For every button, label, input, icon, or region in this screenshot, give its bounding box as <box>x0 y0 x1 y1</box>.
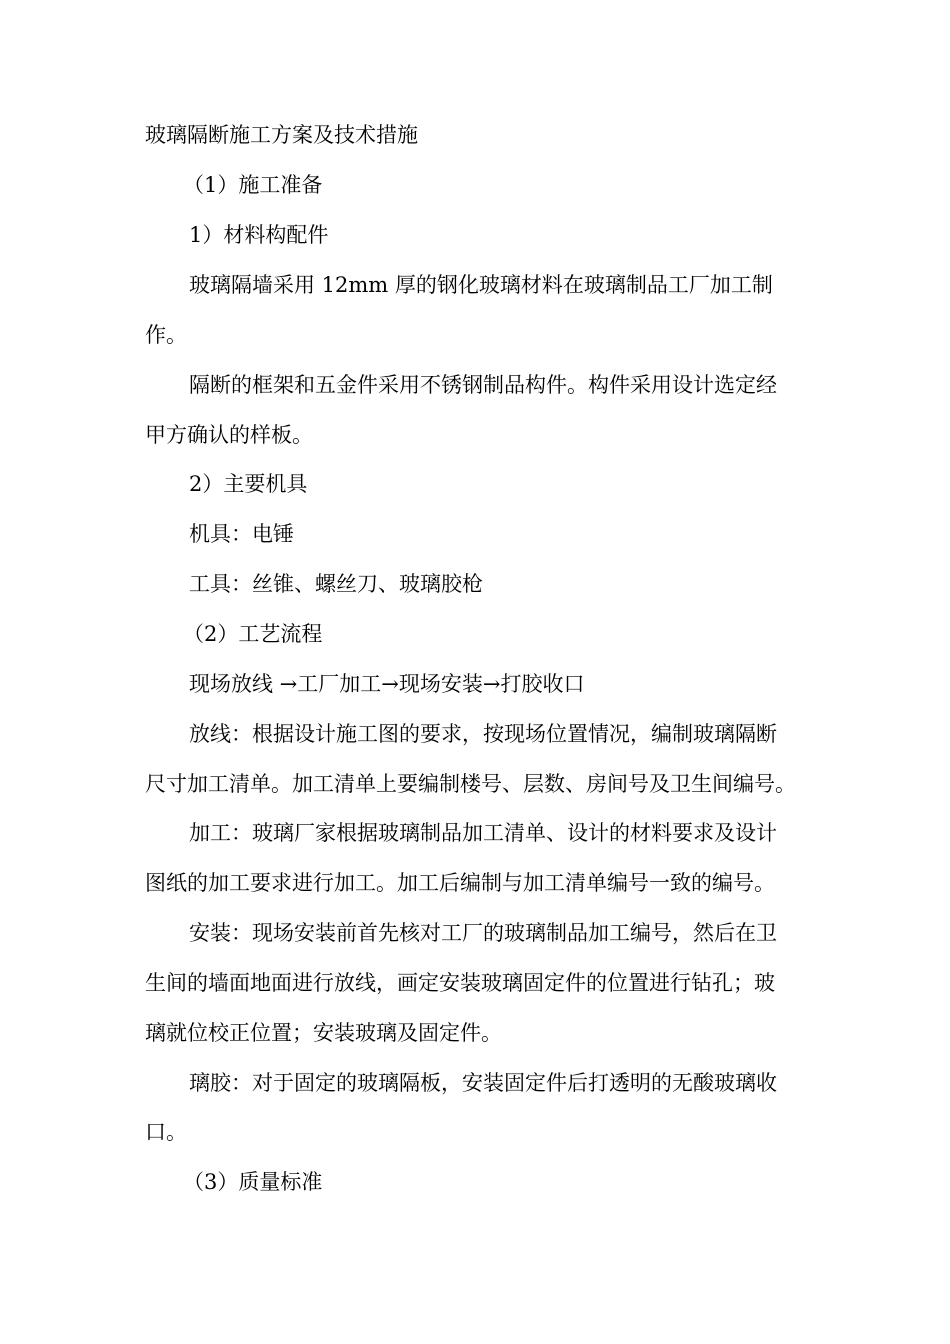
paragraph-line: 加工：玻璃厂家根据玻璃制品加工清单、设计的材料要求及设计 <box>189 821 777 845</box>
paragraph-line: 口。 <box>145 1120 187 1144</box>
paragraph-line: 甲方确认的样板。 <box>145 423 313 447</box>
paragraph-line: 安装：现场安装前首先核对工厂的玻璃制品加工编号，然后在卫 <box>189 921 777 945</box>
subsection-heading: 1）材料构配件 <box>189 223 329 247</box>
paragraph-line: 作。 <box>145 323 187 347</box>
subsection-heading: 2）主要机具 <box>189 472 308 496</box>
paragraph-line: 玻璃隔墙采用 12mm 厚的钢化玻璃材料在玻璃制品工厂加工制 <box>189 273 773 297</box>
section-heading: （3）质量标准 <box>183 1170 323 1194</box>
paragraph-line: 机具：电锤 <box>189 522 294 546</box>
paragraph-line: 生间的墙面地面进行放线，画定安装玻璃固定件的位置进行钻孔；玻 <box>145 971 775 995</box>
section-heading: （2）工艺流程 <box>183 622 323 646</box>
paragraph-line: 放线：根据设计施工图的要求，按现场位置情况，编制玻璃隔断 <box>189 722 777 746</box>
section-heading: （1）施工准备 <box>183 173 323 197</box>
paragraph-line: 尺寸加工清单。加工清单上要编制楼号、层数、房间号及卫生间编号。 <box>145 772 796 796</box>
paragraph-line: 现场放线 →工厂加工→现场安装→打胶收口 <box>189 672 585 696</box>
paragraph-line: 图纸的加工要求进行加工。加工后编制与加工清单编号一致的编号。 <box>145 871 775 895</box>
paragraph-line: 隔断的框架和五金件采用不锈钢制品构件。构件采用设计选定经 <box>189 373 777 397</box>
paragraph-line: 璃胶：对于固定的玻璃隔板，安装固定件后打透明的无酸玻璃收 <box>189 1071 777 1095</box>
document-title: 玻璃隔断施工方案及技术措施 <box>145 123 418 147</box>
paragraph-line: 璃就位校正位置；安装玻璃及固定件。 <box>145 1021 502 1045</box>
paragraph-line: 工具：丝锥、螺丝刀、玻璃胶枪 <box>189 572 483 596</box>
